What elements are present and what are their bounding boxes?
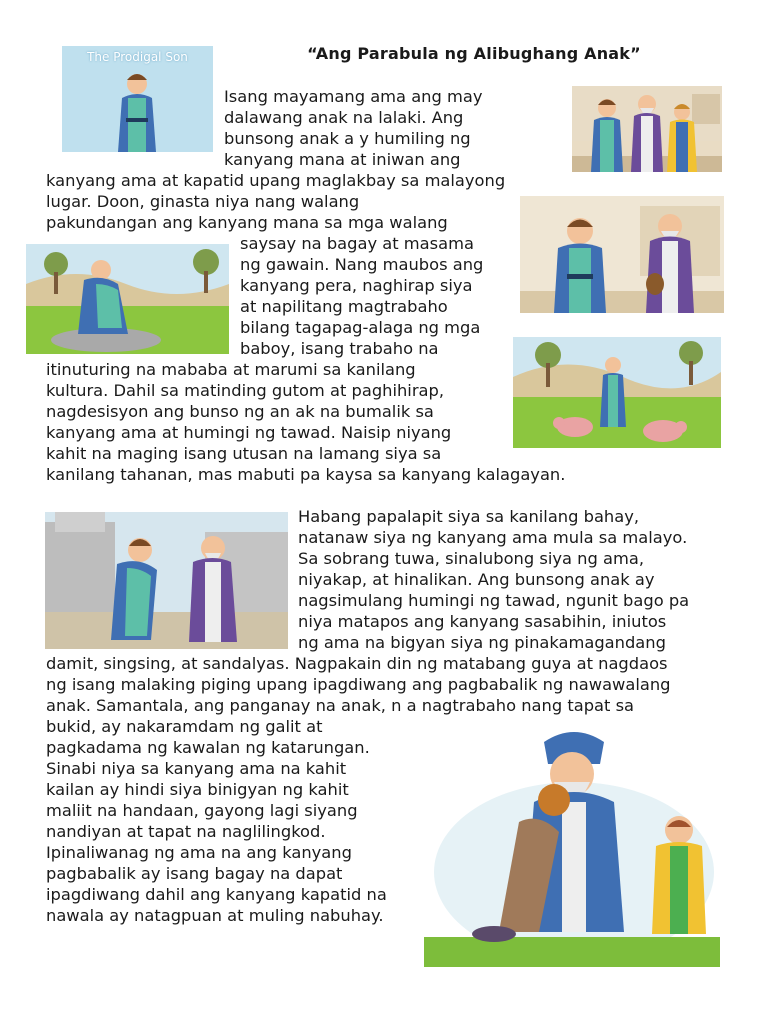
paragraph1-line: kanyang pera, naghirap siya [240, 276, 473, 295]
paragraph2-line: nagsimulang humingi ng tawad, ngunit bago pa [298, 591, 690, 610]
paragraph2-line: nandiyan at tapat na naglilingkod. [46, 822, 326, 841]
paragraph2-line: Ipinaliwanag ng ama na ang kanyang [46, 843, 352, 862]
paragraph1-line: Isang mayamang ama ang may [224, 87, 483, 106]
paragraph1-line: kanilang tahanan, mas mabuti pa kaysa sa kanyang kalagayan. [46, 465, 566, 484]
paragraph1-line: ng gawain. Nang maubos ang [240, 255, 484, 274]
pigs-icon [513, 337, 721, 448]
pig-feeding-illustration [513, 337, 721, 448]
paragraph1-line: kanyang ama at kapatid upang maglakbay sa malayong [46, 171, 506, 190]
father-son-money-icon [520, 196, 724, 313]
paragraph1-line: saysay na bagay at masama [240, 234, 474, 253]
paragraph2-line: natanaw siya ng kanyang ama mula sa malayo. [298, 528, 688, 547]
paragraph2-line: Sinabi niya sa kanyang ama na kahit [46, 759, 347, 778]
paragraph1-line: lugar. Doon, ginasta niya nang walang [46, 192, 360, 211]
paragraph1-line: pakundangan ang kanyang mana sa mga walang [46, 213, 448, 232]
family-illustration [572, 86, 722, 172]
paragraph2-line: Habang papalapit siya sa kanilang bahay, [298, 507, 640, 526]
sad-son-icon [26, 244, 229, 354]
inheritance-illustration [520, 196, 724, 313]
embrace-illustration [424, 722, 720, 967]
paragraph2-line: Sa sobrang tuwa, sinalubong siya ng ama, [298, 549, 644, 568]
prodigal-son-thumbnail [62, 46, 213, 152]
paragraph2-line: bukid, ay nakaramdam ng galit at [46, 717, 323, 736]
paragraph1-line: dalawang anak na lalaki. Ang [224, 108, 464, 127]
paragraph2-line: kailan ay hindi siya binigyan ng kahit [46, 780, 349, 799]
paragraph2-line: anak. Samantala, ang panganay na anak, n a nagtrabaho nang tapat sa [46, 696, 635, 715]
story-title: “Ang Parabula ng Alibughang Anak” [307, 44, 641, 63]
paragraph2-line: niya matapos ang kanyang sasabihin, iniutos [298, 612, 667, 631]
paragraph1-line: bilang tagapag-alaga ng mga [240, 318, 481, 337]
paragraph1-line: itinuturing na mababa at marumi sa kanilang [46, 360, 416, 379]
reunion-illustration [45, 512, 288, 649]
paragraph2-line: ipagdiwang dahil ang kanyang kapatid na [46, 885, 387, 904]
reunion-icon [45, 512, 288, 649]
paragraph2-line: damit, singsing, at sandalyas. Nagpakain din ng matabang guya at nagdaos [46, 654, 668, 673]
family-figures-icon [572, 86, 722, 172]
paragraph1-line: baboy, isang trabaho na [240, 339, 439, 358]
thumbnail-caption: The Prodigal Son [87, 50, 188, 64]
sad-son-illustration [26, 244, 229, 354]
paragraph2-line: ng ama na bigyan siya ng pinakamagandang [298, 633, 666, 652]
paragraph2-line: niyakap, at hinalikan. Ang bunsong anak ay [298, 570, 655, 589]
paragraph2-line: maliit na handaan, gayong lagi siyang [46, 801, 358, 820]
paragraph1-line: nagdesisyon ang bunso ng an ak na bumalik sa [46, 402, 434, 421]
paragraph2-line: ng isang malaking piging upang ipagdiwang ang pagbabalik ng nawawalang [46, 675, 671, 694]
paragraph1-line: kanyang mana at iniwan ang [224, 150, 461, 169]
paragraph2-line: pagbabalik ay isang bagay na dapat [46, 864, 343, 883]
paragraph1-line: at napilitang magtrabaho [240, 297, 448, 316]
paragraph1-line: kanyang ama at humingi ng tawad. Naisip niyang [46, 423, 452, 442]
paragraph2-line: nawala ay natagpuan at muling nabuhay. [46, 906, 384, 925]
paragraph2-line: pagkadama ng kawalan ng katarungan. [46, 738, 370, 757]
embrace-icon [424, 722, 720, 967]
paragraph1-line: kahit na maging isang utusan na lamang siya sa [46, 444, 442, 463]
paragraph1-line: bunsong anak a y humiling ng [224, 129, 471, 148]
paragraph1-line: kultura. Dahil sa matinding gutom at paghihirap, [46, 381, 445, 400]
